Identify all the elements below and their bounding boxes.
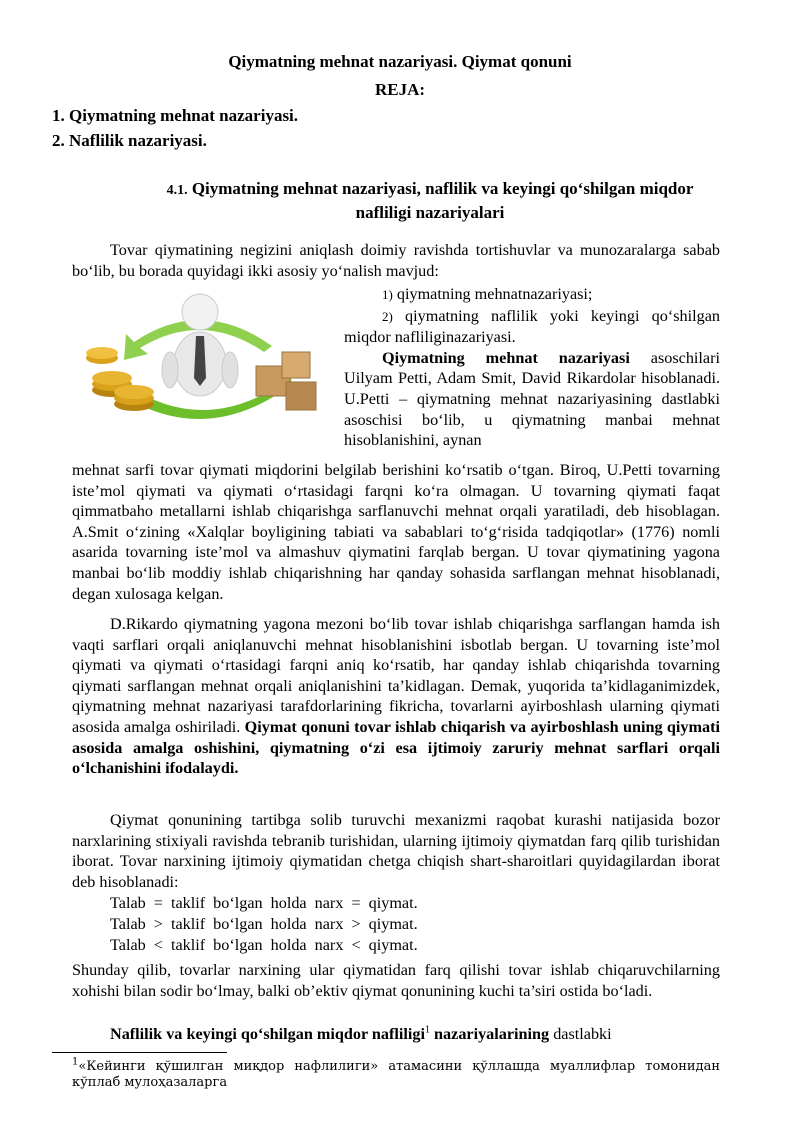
theory-list bbox=[344, 284, 720, 451]
plan-item-1: 1. Qiymatning mehnat nazariyasi. bbox=[52, 106, 299, 125]
paragraph-text: D.Rikardo qiymatning yagona mezoni bo‘lib tovar ishlab chiqarishga sarflangan hamda ish vaqti sarflari orqali aniqlanuvchi mehnat hisoblanishini isbotlab bergan. U tovarning iste’mol qiymati va qiymati o‘rtasidagi farqni aniq ko‘rsatib, har qanday ishlab chiqarishda tovarning qiymati sarflangan mehnat orqali aniqlanishini ta’kidlagan. Demak, yuqorida ta’kidlaganimizdek, qiymatning mehnat nazariyasi tarafdorlarining fikricha, tovarlarni ayirboshlash ularning qiymati asosida amalga oshiriladi. bbox=[72, 615, 720, 736]
list-item-number: 2) bbox=[382, 308, 393, 324]
value-law-definition: Qiymat qonuni tovar ishlab chiqarish va ayirboshlash uning qiymati asosida amalga oshishini, qiymatning o‘zi esa ijtimoiy zaruriy mehnat sarflari orqali o‘lchanishini ifodalaydi. bbox=[72, 717, 720, 778]
bold-term: Qiymatning mehnat nazariyasi bbox=[382, 348, 630, 367]
footnote-marker: 1 bbox=[424, 1024, 430, 1036]
formula-equal: Talab = taklif bo‘lgan holda narx = qiymat. bbox=[110, 894, 418, 912]
utility-theory-paragraph bbox=[72, 1024, 720, 1045]
footnote bbox=[72, 1056, 720, 1091]
intro-paragraph: Tovar qiymatining negizini aniqlash doimiy ravishda tortishuvlar va munozaralarga sabab bo‘lib, bu borada quyidagi ikki asosiy yo‘nalish mavjud: bbox=[72, 241, 720, 280]
section-title-line-1: Qiymatning mehnat nazariyasi, naflilik va keyingi qo‘shilgan miqdor bbox=[191, 179, 694, 198]
document-title: Qiymatning mehnat nazariyasi. Qiymat qonuni bbox=[228, 52, 572, 71]
section-heading bbox=[130, 178, 730, 224]
list-item-number: 1) bbox=[382, 287, 393, 302]
formula-less: Talab < taklif bo‘lgan holda narx < qiymat. bbox=[110, 936, 418, 954]
section-number: 4.1. bbox=[166, 183, 188, 198]
footnote-text: «Кейинги қўшилган миқдор нафлилиги» атамасини қўллашда муаллифлар томонидан кўплаб мулоҳазаларга bbox=[72, 1059, 720, 1090]
conclusion-paragraph: Shunday qilib, tovarlar narxining ular qiymatidan farq qilishi tovar ishlab chiqaruvchilarning xohishi bilan sodir bo‘lmay, balki ob’ektiv qiymat qonunining kuchi ta’siri ostida bo‘ladi. bbox=[72, 961, 720, 1000]
plan-item-2: 2. Naflilik nazariyasi. bbox=[52, 131, 207, 150]
footnote-divider bbox=[52, 1052, 227, 1053]
labor-theory-continuation: mehnat sarfi tovar qiymati miqdorini belgilab berishini ko‘rsatib o‘tgan. Biroq, U.Petti tovarning iste’mol qiymati va qiymati o‘rtasidagi farqni ko‘ra olmagan. U tovarning qiymati faqat qimmatbaho metallarni ishlab chiqarishga sarflanuvchi mehnat orqali yaratiladi, deb hisoblagan. A.Smit o‘zining «Xalqlar boyligining tabiati va sabablari to‘g‘risida tadqiqotlar» (1776) nomli asarida tovarning iste’mol va almashuv qiymatini farqlab bergan. U tovar qiymatining yagona manbai bo‘lib moddiy ishlab chiqarishning har qanday sohasida sarflangan mehnat hisoblanadi, degan xulosaga kelgan. bbox=[72, 461, 720, 603]
ricardo-paragraph bbox=[72, 614, 720, 779]
labor-theory-paragraph bbox=[344, 348, 720, 451]
list-item-text: qiymatning mehnatnazariyasi; bbox=[396, 285, 593, 303]
bold-term: Naflilik va keyingi qo‘shilgan miqdor nafliligi bbox=[110, 1025, 425, 1043]
footnote-number: 1 bbox=[72, 1056, 79, 1068]
list-item bbox=[344, 284, 720, 306]
illustration-image bbox=[72, 286, 334, 444]
plan-heading: REJA: bbox=[374, 80, 426, 99]
paragraph-text: dastlabki bbox=[549, 1025, 612, 1043]
formula-greater: Talab > taklif bo‘lgan holda narx > qiymat. bbox=[110, 915, 418, 933]
list-item-text: qiymatning naflilik yoki keyingi qo‘shilgan miqdor nafliliginazariyasi. bbox=[344, 306, 720, 347]
paragraph-text: asoschilari Uilyam Petti, Adam Smit, David Rikardolar hisoblanadi. U.Petti – qiymatning mehnat nazariyasining dastlabki asoschisi bo‘lib, u qiymatning manbai mehnat hisoblanishini, aynan bbox=[344, 348, 720, 450]
bold-term: nazariyalarining bbox=[429, 1025, 550, 1043]
list-item bbox=[344, 306, 720, 348]
section-title-line-2: nafliligi nazariyalari bbox=[355, 203, 505, 222]
mechanism-paragraph: Qiymat qonunining tartibga solib turuvchi mexanizmi raqobat kurashi natijasida bozor narxlarining stixiyali ravishda tebranib turishidan, ularning ijtimoiy qiymatdan farq qilib turishidan iborat. Tovar narxining ijtimoiy qiymatidan chetga chiqish shart-sharoitlari quyidagilardan iborat deb hisoblanadi: bbox=[72, 811, 720, 891]
